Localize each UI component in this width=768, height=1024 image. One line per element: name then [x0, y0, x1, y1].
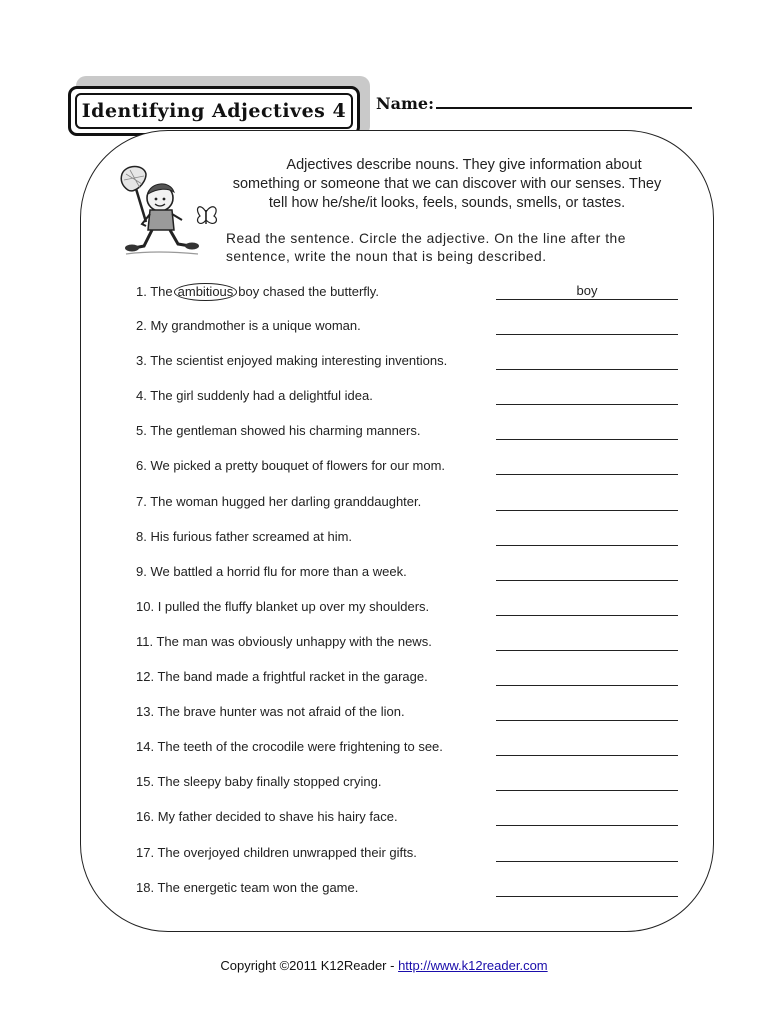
answer-line[interactable]	[496, 773, 678, 791]
sentence-text: I pulled the fluffy blanket up over my shoulders.	[154, 599, 430, 614]
sentence-number: 5.	[136, 423, 147, 438]
sentence-number: 17.	[136, 845, 155, 860]
sentence-item	[136, 669, 492, 684]
sentence-number: 13.	[136, 704, 155, 719]
sentence-number: 9.	[136, 564, 147, 579]
answer-line-example[interactable]: boy	[496, 282, 678, 300]
sentence-number: 11.	[136, 634, 154, 649]
sentence-item	[136, 353, 492, 368]
sentence-number: 1.	[136, 284, 147, 299]
sentence-text: The band made a frightful racket in the garage.	[154, 669, 428, 684]
answer-line[interactable]	[496, 563, 678, 581]
sentence-item	[136, 388, 492, 403]
sentence-item	[136, 494, 492, 509]
sentence-item	[136, 564, 492, 579]
sentence-text-before: The	[150, 284, 173, 299]
answer-line[interactable]	[496, 633, 678, 651]
answer-line[interactable]	[496, 668, 678, 686]
sentence-text: The energetic team won the game.	[154, 880, 359, 895]
sentence-text: The girl suddenly had a delightful idea.	[146, 388, 373, 403]
sentence-number: 16.	[136, 809, 155, 824]
answer-line[interactable]	[496, 528, 678, 546]
sentence-item	[136, 318, 492, 333]
sentence-item-example	[136, 283, 492, 301]
sentence-text: The brave hunter was not afraid of the lion.	[154, 704, 405, 719]
sentence-number: 15.	[136, 774, 155, 789]
sentence-text: The gentleman showed his charming manners.	[146, 423, 421, 438]
answer-line[interactable]	[496, 422, 678, 440]
sentence-item	[136, 704, 492, 719]
sentence-text: The teeth of the crocodile were frightening to see.	[154, 739, 443, 754]
sentence-text-after: boy chased the butterfly.	[238, 284, 379, 299]
sentence-text: The scientist enjoyed making interesting inventions.	[146, 353, 448, 368]
sentence-text: The man was obviously unhappy with the news.	[153, 634, 432, 649]
sentence-item	[136, 423, 492, 438]
sentence-item	[136, 845, 492, 860]
sentence-item	[136, 634, 492, 649]
sentence-number: 3.	[136, 353, 147, 368]
sentence-number: 18.	[136, 880, 155, 895]
sentence-item	[136, 809, 492, 824]
sentence-number: 7.	[136, 494, 147, 509]
answer-line[interactable]	[496, 844, 678, 862]
answer-line[interactable]	[496, 317, 678, 335]
sentence-text: We picked a pretty bouquet of flowers for our mom.	[146, 458, 446, 473]
sentence-item	[136, 458, 492, 473]
sentence-text: The sleepy baby finally stopped crying.	[154, 774, 382, 789]
intro-text: Adjectives describe nouns. They give information about something or someone that we can discover with our senses. They tell how he/she/it looks, feels, sounds, smells, or tastes.	[232, 157, 662, 211]
sentence-item	[136, 880, 492, 895]
sentence-text: My grandmother is a unique woman.	[146, 318, 361, 333]
worksheet-title: Identifying Adjectives 4	[81, 100, 347, 122]
sentence-number: 14.	[136, 739, 155, 754]
answer-line[interactable]	[496, 703, 678, 721]
sentence-number: 8.	[136, 529, 147, 544]
answer-line[interactable]	[496, 493, 678, 511]
answer-line[interactable]	[496, 352, 678, 370]
instruction-text: Read the sentence. Circle the adjective. On the line after the sentence, write the noun that is being described.	[226, 231, 626, 264]
answer-line[interactable]	[496, 457, 678, 475]
sentence-number: 12.	[136, 669, 155, 684]
answer-line[interactable]	[496, 808, 678, 826]
answer-line[interactable]	[496, 387, 678, 405]
sentence-text: The woman hugged her darling granddaughter.	[146, 494, 422, 509]
answer-line[interactable]	[496, 879, 678, 897]
sentence-text: We battled a horrid flu for more than a week.	[146, 564, 407, 579]
answer-line[interactable]	[496, 738, 678, 756]
footer	[0, 958, 768, 973]
sentence-item	[136, 774, 492, 789]
circled-adjective: ambitious	[174, 283, 238, 301]
sentence-item	[136, 739, 492, 754]
website-link[interactable]: http://www.k12reader.com	[398, 958, 548, 973]
sentence-number: 6.	[136, 458, 147, 473]
sentence-number: 2.	[136, 318, 147, 333]
copyright-text: Copyright ©2011 K12Reader -	[220, 958, 399, 973]
sentence-text: His furious father screamed at him.	[146, 529, 353, 544]
sentence-number: 10.	[136, 599, 155, 614]
sentence-item	[136, 529, 492, 544]
sentence-item	[136, 599, 492, 614]
sentence-number: 4.	[136, 388, 147, 403]
sentence-text: The overjoyed children unwrapped their gifts.	[154, 845, 417, 860]
sentence-text: My father decided to shave his hairy face.	[154, 809, 398, 824]
answer-line[interactable]	[496, 598, 678, 616]
name-label: Name:	[376, 94, 435, 113]
